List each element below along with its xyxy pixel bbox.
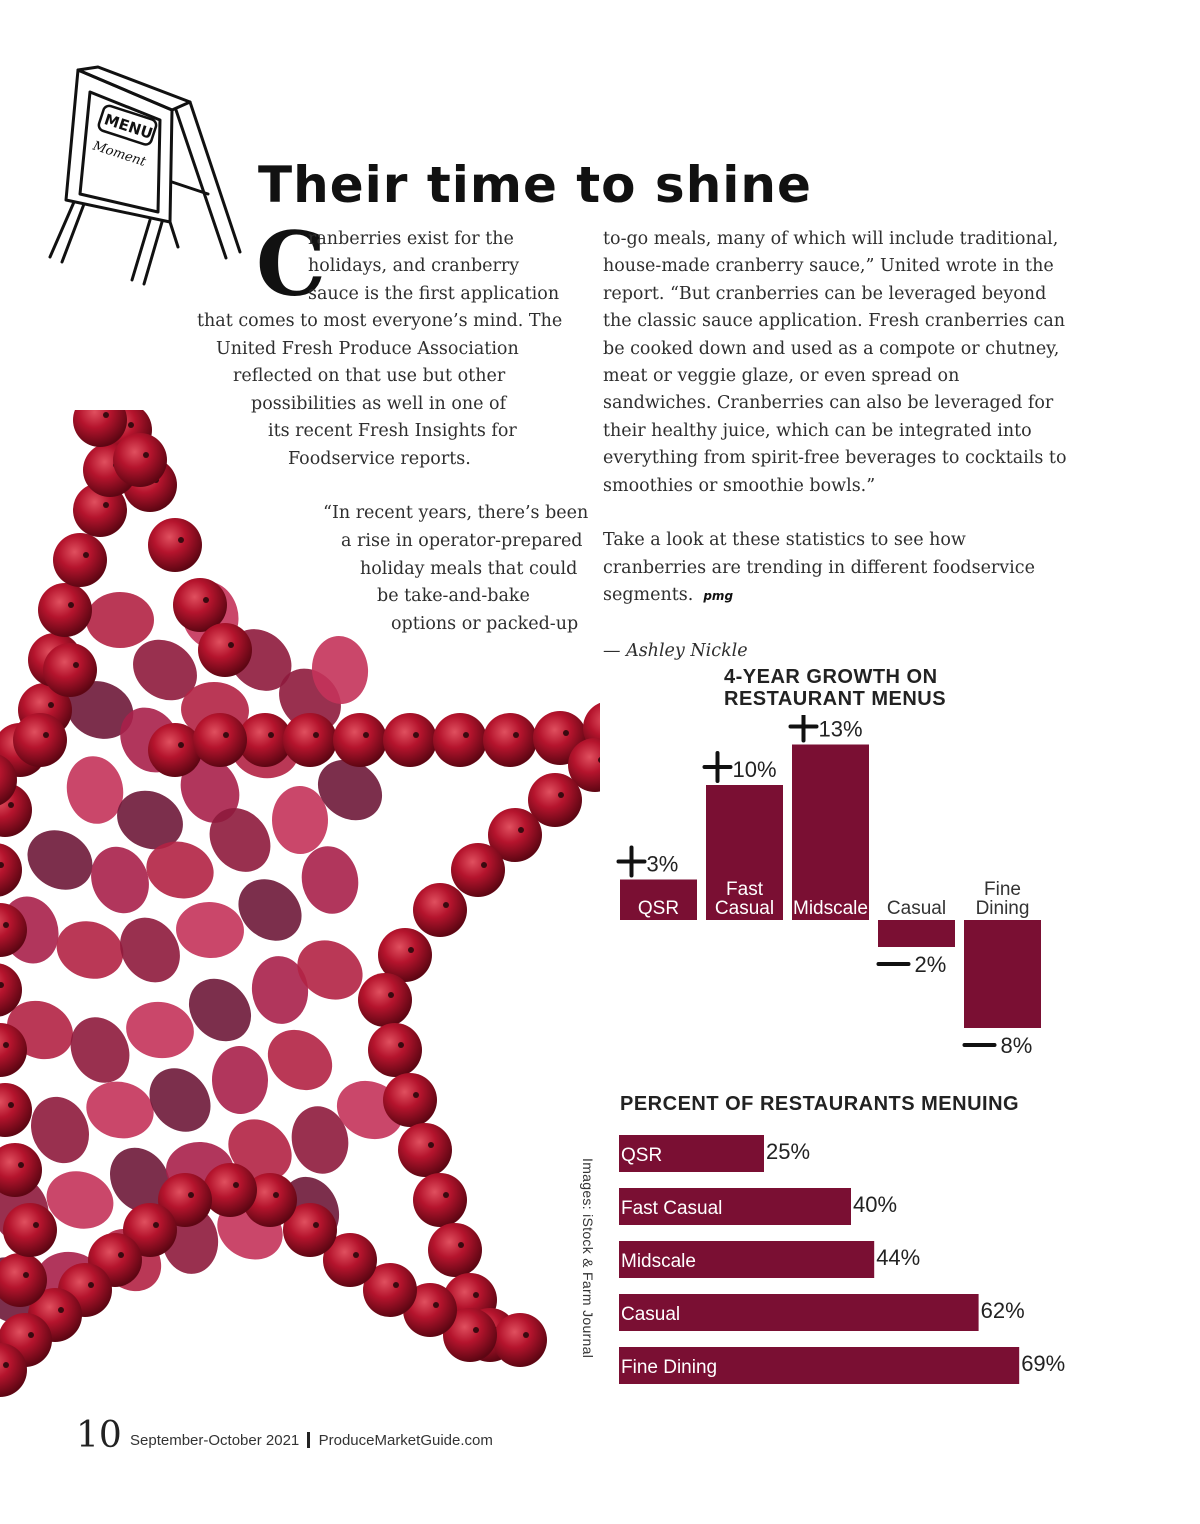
- left-column-line: be take-and-bake: [377, 586, 530, 606]
- percent-category-label: Fine Dining: [621, 1357, 718, 1378]
- left-column-line: options or packed-up: [391, 614, 579, 634]
- left-column-line: reflected on that use but other: [233, 366, 506, 386]
- left-column-line: “In recent years, there’s been: [323, 503, 589, 523]
- footer: [130, 1432, 493, 1449]
- author-byline: — Ashley Nickle: [603, 641, 748, 662]
- growth-chart-title: [724, 666, 946, 710]
- left-column-line: United Fresh Produce Association: [216, 339, 519, 359]
- pmg-signature: pmg: [703, 589, 734, 604]
- growth-value-label: 10%: [732, 757, 777, 782]
- sign-moment-text: Moment: [90, 138, 148, 170]
- left-column-line: its recent Fresh Insights for: [268, 421, 517, 441]
- article-headline: Their time to shine: [258, 156, 812, 214]
- growth-category-label: Fine: [984, 879, 1021, 900]
- percent-chart-title: PERCENT OF RESTAURANTS MENUING: [620, 1093, 1020, 1115]
- percent-value-label: 25%: [766, 1139, 811, 1164]
- growth-chart-title-line: RESTAURANT MENUS: [724, 688, 947, 710]
- growth-value-label: 3%: [646, 851, 679, 877]
- percent-value-label: 62%: [980, 1298, 1025, 1323]
- growth-chart-title-line: 4-YEAR GROWTH ON: [724, 666, 938, 688]
- plus-sign-icon: [619, 848, 645, 876]
- left-column-line: that comes to most everyone’s mind. The: [197, 311, 563, 331]
- left-column-line: sauce is the first application: [308, 284, 560, 304]
- right-column-text: [603, 226, 1073, 665]
- footer-issue: September-October 2021: [130, 1432, 300, 1449]
- page-number: 10: [76, 1415, 122, 1456]
- growth-value-label: 13%: [818, 716, 863, 742]
- percent-category-label: Fast Casual: [621, 1198, 723, 1219]
- percent-value-label: 40%: [853, 1192, 898, 1217]
- left-column-line: holiday meals that could: [360, 559, 578, 579]
- percent-category-label: Casual: [621, 1304, 681, 1325]
- growth-category-label: QSR: [637, 898, 680, 919]
- percent-category-label: QSR: [621, 1145, 663, 1166]
- left-column-line: ranberries exist for the: [308, 229, 514, 249]
- footer-divider: [307, 1432, 310, 1448]
- sign-menu-text: MENU: [102, 110, 156, 143]
- growth-bar: [878, 920, 955, 947]
- left-column-line: possibilities as well in one of: [251, 394, 507, 414]
- percent-value-label: 44%: [876, 1245, 921, 1270]
- left-column-line: holidays, and cranberry: [308, 256, 520, 276]
- footer-site[interactable]: ProduceMarketGuide.com: [318, 1432, 493, 1449]
- plus-sign-icon: [705, 753, 731, 781]
- growth-category-label: Fast: [726, 879, 763, 900]
- growth-value-label: 2%: [914, 952, 947, 977]
- percent-category-label: Midscale: [621, 1251, 696, 1272]
- body-paragraph-text: Take a look at these statistics to see how cranberries are trending in different foodservice segments.: [603, 530, 1035, 606]
- growth-category-label: Casual: [886, 898, 947, 919]
- drop-cap: C: [256, 212, 327, 316]
- growth-bar-chart: [600, 715, 1070, 1060]
- percent-value-label: 69%: [1021, 1351, 1066, 1376]
- growth-bar: [964, 920, 1041, 1028]
- plus-sign-icon: [791, 715, 817, 741]
- image-credit: Images: iStock & Farm Journal: [580, 1158, 596, 1359]
- percent-bar-chart: [605, 1125, 1105, 1390]
- growth-bar: [792, 745, 869, 921]
- growth-category-label: Casual: [714, 898, 775, 919]
- growth-category-label: Dining: [975, 898, 1030, 919]
- left-column-line: Foodservice reports.: [288, 449, 471, 469]
- body-paragraph: [603, 527, 1073, 610]
- growth-category-label: Midscale: [793, 898, 868, 919]
- body-paragraph: to-go meals, many of which will include traditional, house-made cranberry sauce,” United wrote in the report. “But cranberries can be leveraged beyond the classic sauce application. Fresh cranberries can be cooked down and used as a compote or chutney, meat or veggie glaze, or even spread on sandwiches. Cranberries can also be leveraged for their healthy juice, which can be integrated into everything from spirit-free beverages to cocktails to smoothies or smoothie bowls.”: [603, 229, 1067, 496]
- left-column-line: a rise in operator-prepared: [341, 531, 583, 551]
- menu-moment-sign-icon: [40, 62, 250, 287]
- growth-value-label: 8%: [1000, 1033, 1033, 1058]
